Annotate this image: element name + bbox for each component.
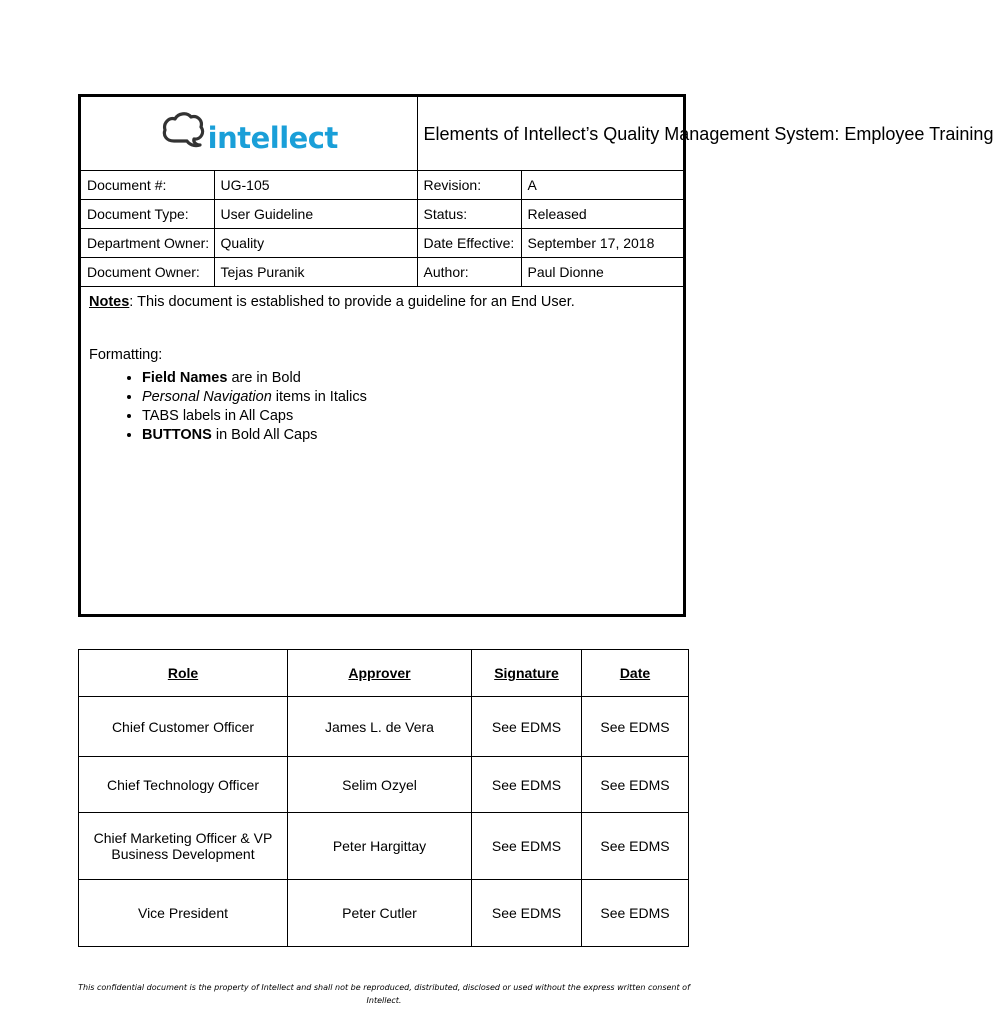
date-cell: See EDMS bbox=[582, 880, 689, 947]
status-value: Released bbox=[521, 200, 683, 229]
list-item-emphasis: Field Names bbox=[142, 370, 228, 386]
signature-header: Signature bbox=[472, 650, 582, 697]
revision-value: A bbox=[521, 171, 683, 200]
list-item bbox=[142, 388, 675, 407]
document-number-label: Document #: bbox=[81, 171, 214, 200]
header-row bbox=[81, 97, 683, 171]
meta-row bbox=[81, 229, 683, 258]
formatting-list bbox=[89, 369, 675, 445]
role-header: Role bbox=[79, 650, 288, 697]
department-owner-label: Department Owner: bbox=[81, 229, 214, 258]
signature-cell: See EDMS bbox=[472, 813, 582, 880]
revision-label: Revision: bbox=[417, 171, 521, 200]
role-cell: Chief Customer Officer bbox=[79, 697, 288, 757]
table-row bbox=[79, 697, 689, 757]
approver-cell: Peter Hargittay bbox=[288, 813, 472, 880]
meta-row bbox=[81, 258, 683, 287]
logo-wordmark: intellect bbox=[207, 121, 338, 155]
list-item-emphasis: BUTTONS bbox=[142, 427, 212, 443]
approver-cell: James L. de Vera bbox=[288, 697, 472, 757]
date-effective-label: Date Effective: bbox=[417, 229, 521, 258]
approval-table bbox=[78, 649, 689, 947]
status-label: Status: bbox=[417, 200, 521, 229]
list-item bbox=[142, 369, 675, 388]
date-effective-value: September 17, 2018 bbox=[521, 229, 683, 258]
table-row bbox=[79, 757, 689, 813]
notes-text: : This document is established to provide a guideline for an End User. bbox=[129, 294, 575, 310]
signature-cell: See EDMS bbox=[472, 880, 582, 947]
meta-row bbox=[81, 171, 683, 200]
list-item-text: are in Bold bbox=[227, 370, 301, 386]
role-cell: Chief Technology Officer bbox=[79, 757, 288, 813]
date-cell: See EDMS bbox=[582, 757, 689, 813]
table-row bbox=[79, 880, 689, 947]
role-cell: Vice President bbox=[79, 880, 288, 947]
approver-cell: Peter Cutler bbox=[288, 880, 472, 947]
formatting-label: Formatting: bbox=[89, 347, 163, 363]
document-owner-label: Document Owner: bbox=[81, 258, 214, 287]
date-header: Date bbox=[582, 650, 689, 697]
document-type-value: User Guideline bbox=[214, 200, 417, 229]
document-type-label: Document Type: bbox=[81, 200, 214, 229]
list-item bbox=[142, 426, 675, 445]
signature-cell: See EDMS bbox=[472, 697, 582, 757]
approval-header-row bbox=[79, 650, 689, 697]
list-item bbox=[142, 407, 675, 426]
list-item-text: items in Italics bbox=[271, 389, 367, 405]
notes-paragraph bbox=[89, 293, 675, 312]
author-value: Paul Dionne bbox=[521, 258, 683, 287]
speech-cloud-icon bbox=[160, 111, 206, 153]
list-item-text: in Bold All Caps bbox=[211, 427, 318, 443]
role-cell: Chief Marketing Officer & VP Business Development bbox=[79, 813, 288, 880]
approver-header: Approver bbox=[288, 650, 472, 697]
notes-section bbox=[81, 287, 683, 451]
date-cell: See EDMS bbox=[582, 697, 689, 757]
list-item-emphasis: Personal Navigation bbox=[142, 389, 272, 405]
date-cell: See EDMS bbox=[582, 813, 689, 880]
department-owner-value: Quality bbox=[214, 229, 417, 258]
confidentiality-footer: This confidential document is the property of Intellect and shall not be reproduced, distributed, disclosed or used without the express written consent of Intellect. bbox=[78, 983, 690, 1005]
notes-label: Notes bbox=[89, 294, 130, 310]
intellect-logo bbox=[160, 111, 338, 153]
document-owner-value: Tejas Puranik bbox=[214, 258, 417, 287]
signature-cell: See EDMS bbox=[472, 757, 582, 813]
document-title: Elements of Intellect’s Quality Management System: Employee Training bbox=[417, 97, 683, 171]
table-row bbox=[79, 813, 689, 880]
list-item-text: TABS labels in All Caps bbox=[142, 408, 294, 424]
logo-cell bbox=[81, 97, 417, 171]
author-label: Author: bbox=[417, 258, 521, 287]
document-header-block bbox=[78, 94, 993, 617]
document-number-value: UG-105 bbox=[214, 171, 417, 200]
approver-cell: Selim Ozyel bbox=[288, 757, 472, 813]
meta-row bbox=[81, 200, 683, 229]
document-metadata-table bbox=[81, 97, 993, 287]
